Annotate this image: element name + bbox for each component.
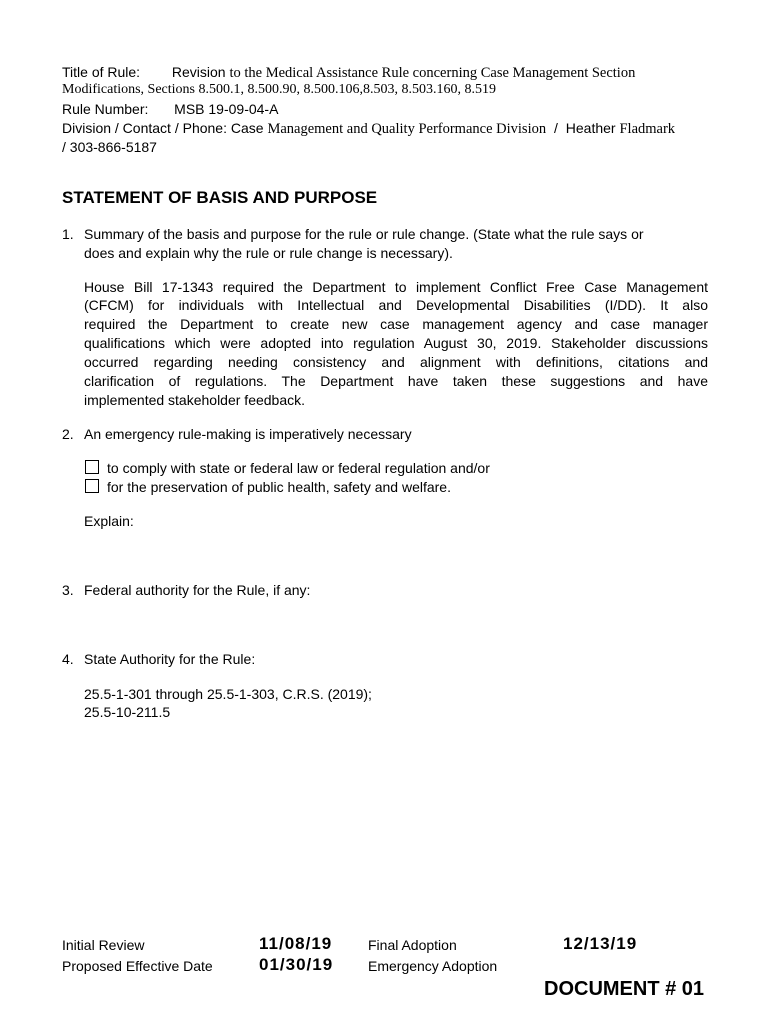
proposed-effective-date: 01/30/19: [259, 955, 334, 974]
state-authority-line2: 25.5-10-211.5: [84, 704, 171, 720]
rule-number-label: Rule Number:: [62, 101, 149, 117]
initial-review-date: 11/08/19: [259, 934, 333, 953]
division-value-rest: Management and Quality Performance Division: [267, 121, 547, 137]
item1-text-line1: Summary of the basis and purpose for the rule or rule change. (State what the rule says or: [84, 226, 644, 242]
item2-text: An emergency rule-making is imperatively necessary: [84, 426, 412, 442]
contact-name-lead: Heather: [565, 120, 616, 136]
item3-number: 3.: [62, 582, 74, 598]
final-adoption-label: Final Adoption: [368, 937, 457, 953]
item1-paragraph-line: House Bill 17-1343 required the Department to implement Conflict Free Case Management: [84, 279, 708, 295]
division-separator: /: [554, 120, 558, 136]
emergency-health-checkbox[interactable]: [85, 479, 99, 493]
item1-paragraph-line: implemented stakeholder feedback.: [84, 392, 306, 408]
emergency-law-checkbox-label: to comply with state or federal law or federal regulation and/or: [107, 460, 490, 476]
title-value-lead: Revision: [171, 64, 226, 80]
final-adoption-date: 12/13/19: [563, 934, 638, 953]
emergency-law-checkbox[interactable]: [85, 460, 99, 474]
item1-paragraph-line: (CFCM) for individuals with Intellectual and Developmental Disabilities (I/DD). It also: [84, 297, 708, 313]
statement-heading: STATEMENT OF BASIS AND PURPOSE: [62, 188, 378, 207]
state-authority-line1: 25.5-1-301 through 25.5-1-303, C.R.S. (2019);: [84, 686, 372, 702]
initial-review-label: Initial Review: [62, 937, 145, 953]
emergency-adoption-label: Emergency Adoption: [368, 958, 498, 974]
division-label: Division / Contact / Phone:: [62, 120, 227, 136]
contact-name-rest: Fladmark: [619, 121, 676, 137]
item1-paragraph-line: clarification of regulations. The Department have taken these suggestions and have: [84, 373, 708, 389]
division-line: [62, 120, 675, 138]
document-number: DOCUMENT # 01: [544, 978, 705, 1000]
item4-text: State Authority for the Rule:: [84, 651, 256, 667]
division-value-lead: Case: [230, 120, 264, 136]
item1-number: 1.: [62, 226, 74, 242]
item1-paragraph-line: required the Department to create new case management agency and case manager: [84, 316, 708, 332]
rule-number-line: [62, 101, 278, 117]
item4-number: 4.: [62, 651, 74, 667]
proposed-effective-label: Proposed Effective Date: [62, 958, 213, 974]
phone-line: / 303-866-5187: [62, 139, 157, 155]
item1-paragraph-line: occurred regarding needing consistency and alignment with definitions, citations and: [84, 354, 708, 370]
rule-number-value: MSB 19-09-04-A: [174, 101, 279, 117]
item2-number: 2.: [62, 426, 74, 442]
item3-text: Federal authority for the Rule, if any:: [84, 582, 311, 598]
item1-text-line2: does and explain why the rule or rule change is necessary).: [84, 245, 453, 261]
title-label: Title of Rule:: [62, 64, 141, 80]
title-of-rule-line: [62, 64, 635, 82]
title-value-line2: Modifications, Sections 8.500.1, 8.500.90, 8.500.106,8.503, 8.503.160, 8.519: [62, 82, 496, 97]
emergency-health-checkbox-label: for the preservation of public health, safety and welfare.: [107, 479, 451, 495]
title-value-rest: to the Medical Assistance Rule concerning Case Management Section: [229, 65, 636, 81]
item1-paragraph-line: qualifications which were adopted into regulation August 30, 2019. Stakeholder discussions: [84, 335, 708, 351]
explain-label: Explain:: [84, 513, 134, 529]
